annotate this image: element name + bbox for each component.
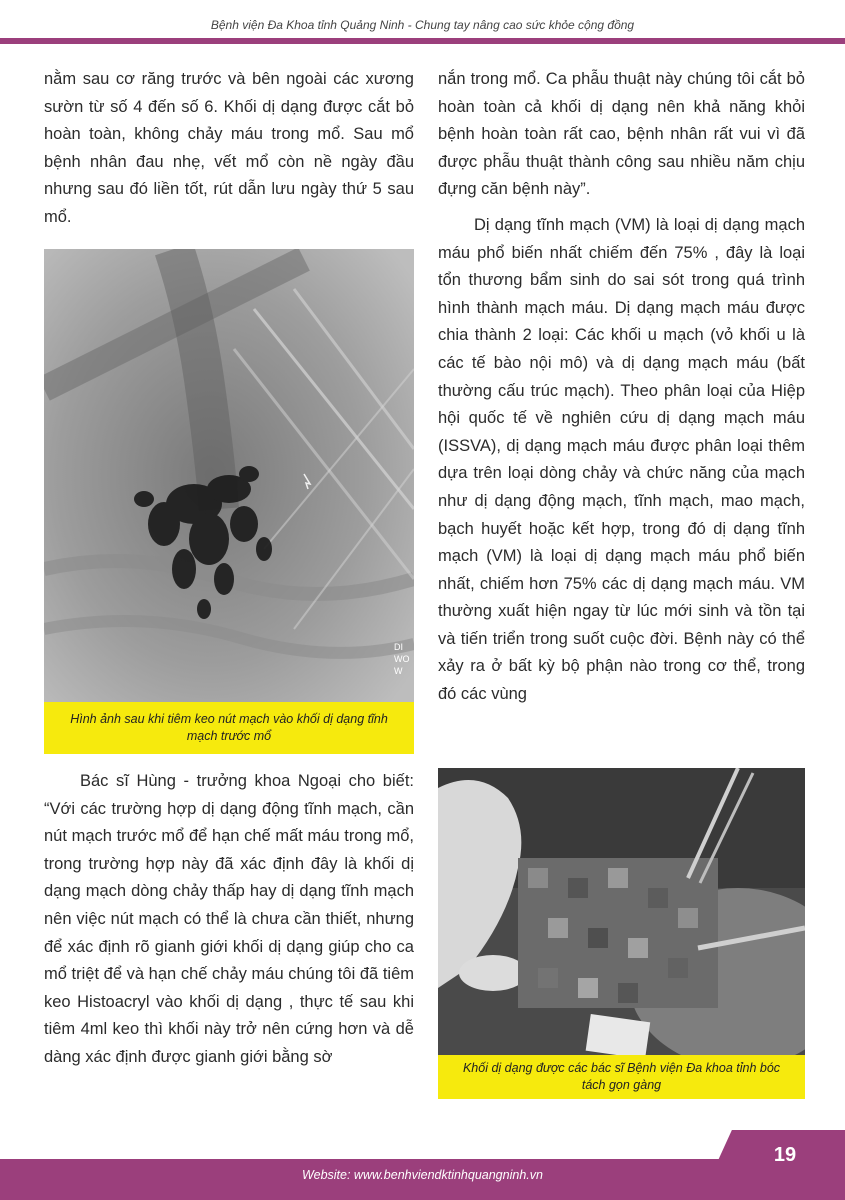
right-paragraph-2: Dị dạng tĩnh mạch (VM) là loại dị dạng mạch máu phổ biến nhất chiếm đến 75% , đây là loại tổn thương bẩm sinh do sai sót trong quá trình hình thành mạch máu. Dị dạng mạch máu được chia thành 2 loại: Các khối u mạch (vỏ khối u là các tế bào nội mô) và dị dạng mạch máu (bất thường cấu trúc mạch). Theo phân loại của Hiệp hội quốc tế về nghiên cứu dị dạng mạch máu (ISSVA), dị dạng mạch máu được phân loại thêm dựa trên loại dòng chảy và chức năng của mạch như dị dạng động mạch, tĩnh mạch, mao mạch, bạch huyết hoặc kết hợp, trong đó dị dạng tĩnh mạch (VM) là loại dị dạng mạch máu phổ biến nhất, chiếm hơn 75% các dị dạng mạch máu. VM thường xuất hiện ngay từ lúc mới sinh và tồn tại và tiến triển trong suốt cuộc đời. Bệnh này có thể xảy ra ở bất kỳ bộ phận nào trong cơ thể, trong đó các vùng: [438, 215, 805, 704]
right-paragraph-1: nắn trong mổ. Ca phẫu thuật này chúng tôi cắt bỏ hoàn toàn cả khối dị dạng nên khả năng khỏi bệnh hoàn toàn rất cao, bệnh nhân rất vui vì đã được phẫu thuật thành công sau nhiều năm chịu đựng căn bệnh này”.: [438, 70, 805, 199]
website-link[interactable]: Website: www.benhviendktinhquangninh.vn: [302, 1168, 543, 1182]
running-header: Bệnh viện Đa Khoa tỉnh Quảng Ninh - Chung tay nâng cao sức khỏe cộng đồng: [210, 18, 635, 32]
figure-2-caption: [438, 1055, 805, 1099]
header-bar: [0, 38, 845, 44]
figure-1-caption-text: Hình ảnh sau khi tiêm keo nút mạch vào khối dị dạng tĩnh mạch trước mổ: [70, 712, 388, 743]
page-number: 19: [773, 1144, 797, 1166]
figure-1-caption: [44, 702, 414, 754]
left-column-bottom: [44, 768, 414, 1072]
left-column-top: [44, 66, 414, 232]
surgery-photo: [438, 768, 805, 1055]
right-column: [438, 66, 805, 709]
figure-2-caption-text: Khối dị dạng được các bác sĩ Bệnh viện Đa khoa tỉnh bóc tách gọn gàng: [462, 1061, 781, 1092]
left-paragraph-2: Bác sĩ Hùng - trưởng khoa Ngoại cho biết: “Với các trường hợp dị dạng động tĩnh mạch, cần nút mạch trước mổ để hạn chế mất máu trong mổ, trong trường hợp này đã xác định đây là khối dị dạng mạch dòng chảy thấp hay dị dạng tĩnh mạch nên việc nút mạch có thể là chưa cần thiết, nhưng để xác định rõ gianh giới khối dị dạng giúp cho ca mổ triệt để và hạn chế chảy máu chúng tôi đã tiêm keo Histoacryl vào khối dị dạng , thực tế sau khi tiêm 4ml keo thì khối này trở nên cứng hơn và dễ dàng xác định được gianh giới bằng sờ: [44, 772, 414, 1066]
xray-image: [44, 249, 414, 702]
left-paragraph-1: nằm sau cơ răng trước và bên ngoài các xương sườn từ số 4 đến số 6. Khối dị dạng được cắt bỏ hoàn toàn, không chảy máu trong mổ. Sau mổ bệnh nhân đau nhẹ, vết mổ còn nề ngày đầu nhưng sau đó liền tốt, rút dẫn lưu ngày thứ 5 sau mổ.: [44, 70, 414, 226]
xray-overlay-text: DI WO W: [394, 642, 410, 676]
